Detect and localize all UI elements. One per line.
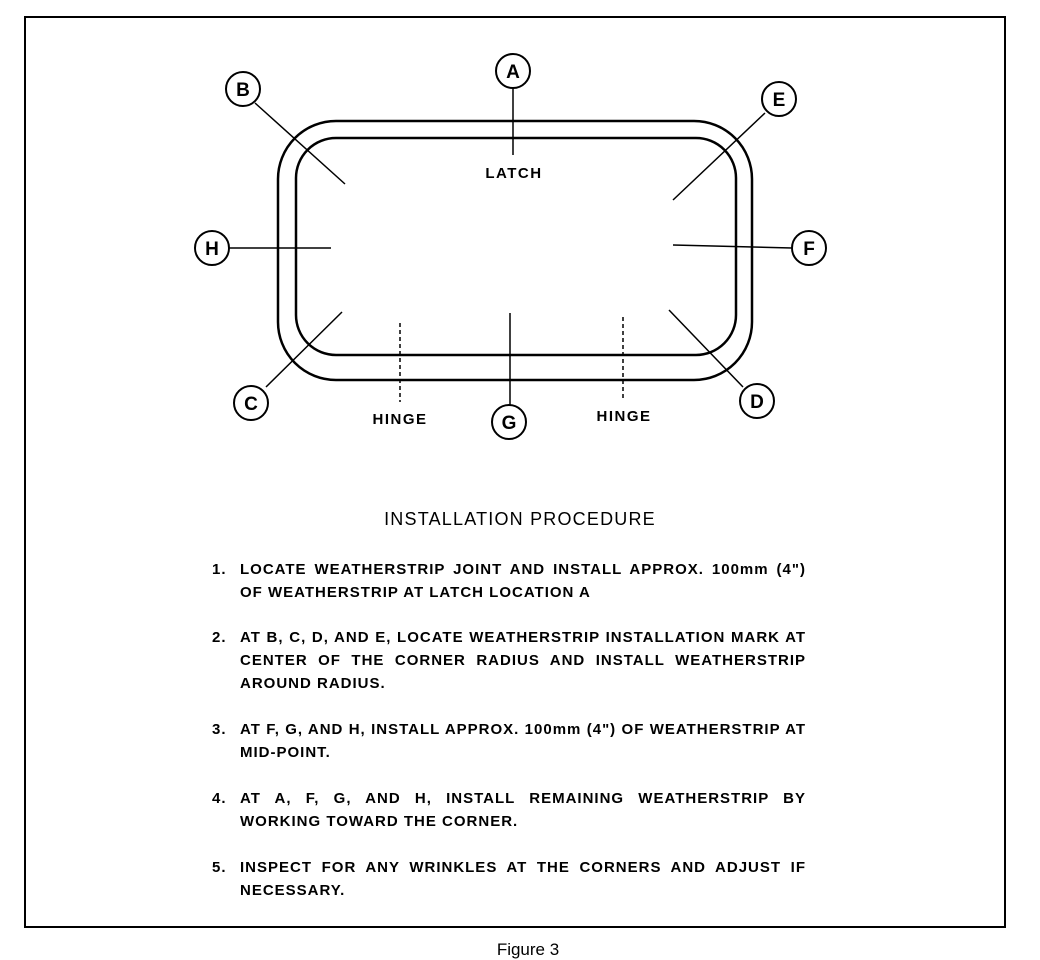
hinge-label-right: HINGE [596,408,652,425]
procedure-step-2 [212,626,806,695]
callout-b-letter: B [236,80,250,101]
callout-a-letter: A [506,62,520,83]
step-text: AT A, F, G, AND H, INSTALL REMAINING WEATHERSTRIP BY WORKING TOWARD THE CORNER. [240,790,806,830]
hinge-label-left: HINGE [372,411,428,428]
step-text: LOCATE WEATHERSTRIP JOINT AND INSTALL APPROX. 100mm (4") OF WEATHERSTRIP AT LATCH LOCATION A [240,561,806,601]
procedure-step-3 [212,718,806,764]
procedure-title: INSTALLATION PROCEDURE [384,509,656,529]
callout-h-letter: H [205,239,219,260]
figure-caption: Figure 3 [496,940,560,959]
procedure-step-4 [212,787,806,833]
procedure-step-1 [212,558,806,604]
leader-line-f [673,245,792,248]
leader-line-b [255,103,345,184]
step-text: AT F, G, AND H, INSTALL APPROX. 100mm (4") OF WEATHERSTRIP AT MID-POINT. [240,721,806,761]
callout-c-letter: C [244,394,258,415]
step-text: INSPECT FOR ANY WRINKLES AT THE CORNERS AND ADJUST IF NECESSARY. [240,859,806,899]
step-number: 1. [212,561,227,578]
procedure-step-5 [212,856,806,902]
step-number: 5. [212,859,227,876]
step-number: 3. [212,721,227,738]
step-number: 4. [212,790,227,807]
callout-e-letter: E [772,90,786,111]
step-text: AT B, C, D, AND E, LOCATE WEATHERSTRIP INSTALLATION MARK AT CENTER OF THE CORNER RADIUS AND INSTALL WEATHERSTRIP AROUND RADIUS. [240,629,806,692]
callout-g-letter: G [501,413,517,434]
weatherstrip-outer-outline [278,121,752,380]
leader-line-d [669,310,743,387]
callout-f-letter: F [803,239,815,260]
step-number: 2. [212,629,227,646]
callout-d-letter: D [750,392,764,413]
latch-label: LATCH [485,165,543,182]
